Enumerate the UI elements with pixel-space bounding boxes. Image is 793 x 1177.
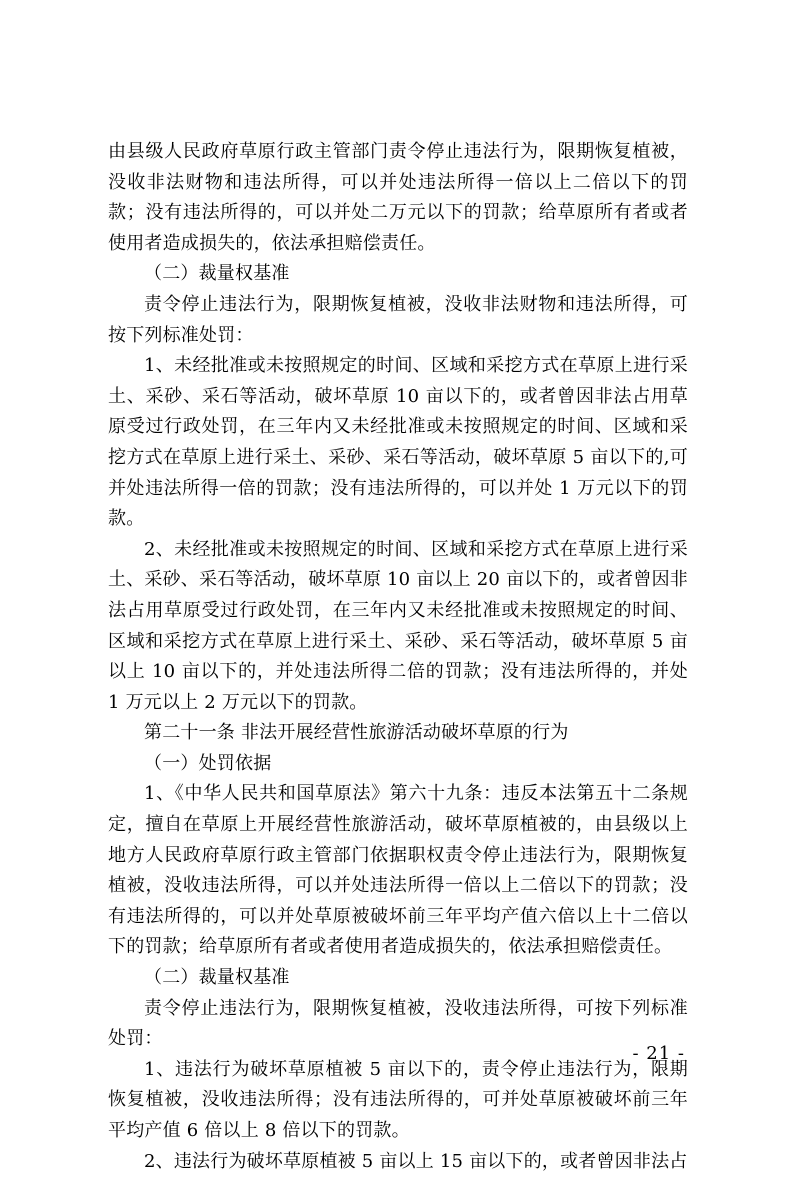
document-body (108, 137, 688, 1177)
paragraph-10: 责令停止违法行为，限期恢复植被，没收违法所得，可按下列标准处罚： (108, 997, 688, 1050)
paragraph-5: 2、未经批准或未按照规定的时间、区域和采挖方式在草原上进行采土、采砂、采石等活动，破坏草原 10 亩以上 20 亩以下的，或者曾因非法占用草原受过行政处罚，在三年内又未经批准或未按照规定的时间、区域和采挖方式在草原上进行采土、采砂、采石等活动，破坏草原 5 亩以上 10 亩以下的，并处违法所得二倍的罚款；没有违法所得的，并处 1 万元以上 2 万元以下的罚款。 (108, 538, 688, 713)
section-heading-discretion: （二）裁量权基准 (144, 967, 290, 989)
paragraph-3: 责令停止违法行为，限期恢复植被，没收非法财物和违法所得，可按下列标准处罚： (108, 293, 688, 346)
paragraph-12: 2、违法行为破坏草原植被 5 亩以上 15 亩以下的，或者曾因非法占 (144, 1150, 688, 1172)
section-heading-basis: （一）处罚依据 (144, 752, 272, 774)
article-heading: 第二十一条 非法开展经营性旅游活动破坏草原的行为 (144, 722, 569, 744)
paragraph-11: 1、违法行为破坏草原植被 5 亩以下的，责令停止违法行为，限期恢复植被，没收违法所得；没有违法所得的，可并处草原被破坏前三年平均产值 6 倍以上 8 倍以下的罚款。 (108, 1058, 688, 1141)
paragraph-8: 1、《中华人民共和国草原法》第六十九条：违反本法第五十二条规定，擅自在草原上开展经营性旅游活动，破坏草原植被的，由县级以上地方人民政府草原行政主管部门依据职权责令停止违法行为，限期恢复植被，没收违法所得，可以并处违法所得一倍以上二倍以下的罚款；没有违法所得的，可以并处草原被破坏前三年平均产值六倍以上十二倍以下的罚款；给草原所有者或者使用者造成损失的，依法承担赔偿责任。 (108, 783, 688, 958)
paragraph-4: 1、未经批准或未按照规定的时间、区域和采挖方式在草原上进行采土、采砂、采石等活动，破坏草原 10 亩以下的，或者曾因非法占用草原受过行政处罚，在三年内又未经批准或未按照规定的时间、区域和采挖方式在草原上进行采土、采砂、采石等活动，破坏草原 5 亩以下的,可并处违法所得一倍的罚款；没有违法所得的，可以并处 1 万元以下的罚款。 (108, 355, 688, 530)
page-number: - 21 - (632, 1043, 685, 1064)
paragraph-2-heading: （二）裁量权基准 (144, 263, 290, 285)
paragraph-1: 由县级人民政府草原行政主管部门责令停止违法行为，限期恢复植被，没收非法财物和违法所得，可以并处违法所得一倍以上二倍以下的罚款；没有违法所得的，可以并处二万元以下的罚款；给草原所有者或者使用者造成损失的，依法承担赔偿责任。 (108, 141, 688, 254)
